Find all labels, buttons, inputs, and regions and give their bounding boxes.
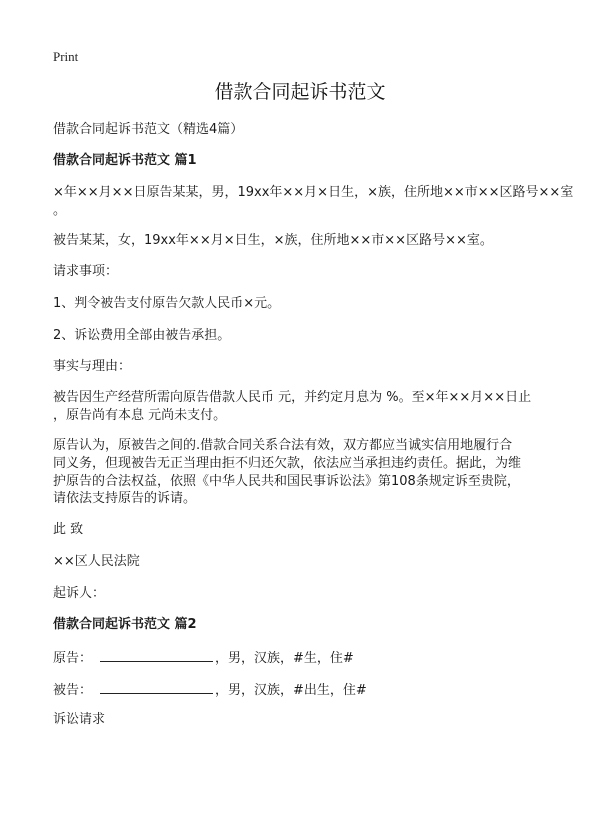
plaintiff-details: ，男，汉族，#生，住# xyxy=(215,651,354,666)
print-link[interactable]: Print xyxy=(53,49,79,64)
facts-label: 事实与理由： xyxy=(53,359,132,374)
litigation-claims-label: 诉讼请求 xyxy=(53,712,106,727)
salutation: 此 致 xyxy=(53,522,84,537)
court-name: ××区人民法院 xyxy=(53,554,140,569)
facts-paragraph-1-line-2: ，原告尚有本息 元尚未支付。 xyxy=(53,408,227,423)
document-subtitle: 借款合同起诉书范文（精选4篇） xyxy=(53,122,244,137)
facts-paragraph-2-line-3: 护原告的合法权益，依照《中华人民共和国民事诉讼法》第108条规定诉至贵院， xyxy=(53,474,520,489)
facts-paragraph-2-line-4: 请依法支持原告的诉请。 xyxy=(53,491,197,506)
defendant-row xyxy=(53,680,367,699)
facts-paragraph-2-line-2: 同义务，但现被告无正当理由拒不归还欠款，依法应当承担违约责任。据此，为维 xyxy=(53,456,522,471)
plaintiff-info-line-2: 。 xyxy=(53,203,67,218)
plaintiff-info-line-1: ×年××月××日原告某某，男，19xx年××月×日生，×族，住所地××市××区路号××室 xyxy=(53,185,574,200)
facts-paragraph-2-line-1: 原告认为，原被告之间的.借款合同关系合法有效，双方都应当诚实信用地履行合 xyxy=(53,438,513,453)
facts-paragraph-1-line-1: 被告因生产经营所需向原告借款人民币 元，并约定月息为 %。至×年××月××日止 xyxy=(53,390,532,405)
claim-item-2: 2、诉讼费用全部由被告承担。 xyxy=(53,328,231,343)
defendant-info: 被告某某，女，19xx年××月×日生，×族，住所地××市××区路号××室。 xyxy=(53,233,493,248)
section-1-heading: 借款合同起诉书范文 篇1 xyxy=(53,153,197,168)
plaintiff-name-blank xyxy=(100,648,213,662)
defendant-details: ，男，汉族，#出生，住# xyxy=(215,683,367,698)
plaintiff-label: 原告： xyxy=(53,651,93,666)
claim-item-1: 1、判令被告支付原告欠款人民币×元。 xyxy=(53,296,281,311)
defendant-name-blank xyxy=(100,680,213,694)
plaintiff-row xyxy=(53,648,354,667)
defendant-label: 被告： xyxy=(53,683,93,698)
section-2-heading: 借款合同起诉书范文 篇2 xyxy=(53,617,197,632)
document-title: 借款合同起诉书范文 xyxy=(214,81,386,103)
signature-label: 起诉人： xyxy=(53,586,106,601)
claims-label: 请求事项： xyxy=(53,264,119,279)
